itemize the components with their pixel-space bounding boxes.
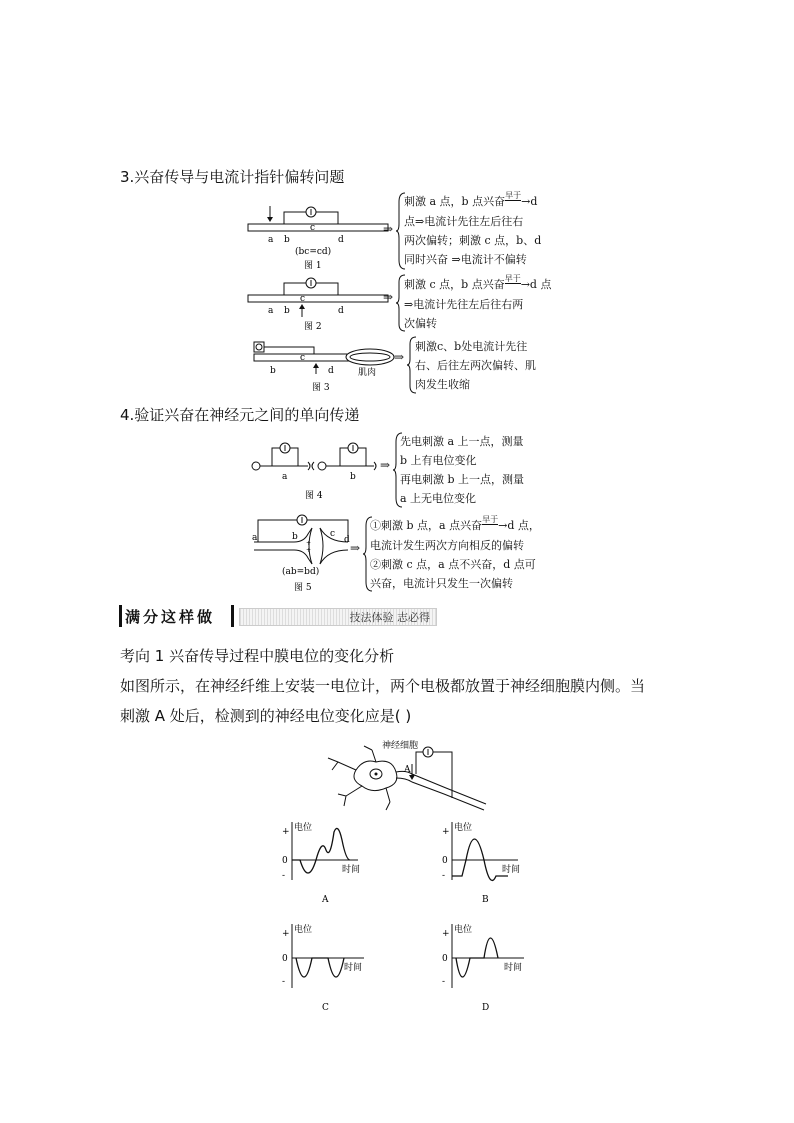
graph-a-letter: A [322,895,329,905]
fig4-arrow: ⇒ [380,458,391,472]
fig2-label-d: d [338,306,344,316]
section4-heading: 4.验证兴奋在神经元之间的单向传递 [120,406,360,424]
fig1-caption: 图 1 [304,261,322,271]
graph-d-ylabel: 电位 [454,925,473,935]
graph-d-zero: 0 [442,954,448,964]
fig5-label-c: c [330,529,336,539]
graph-c-plus: + [282,929,290,939]
fig5-label-a: a [252,533,258,543]
fig3-label-b: b [270,366,276,376]
banner-title: 满分这样做 [125,608,216,626]
fig3-text: 刺激c、b处电流计先往 右、后往左两次偏转、肌 肉发生收缩 [415,340,536,391]
fig1-label-b: b [284,235,290,245]
fig1-label-d: d [338,235,344,245]
fig1-arrow: ⇒ [383,222,394,236]
fig3-muscle-label: 肌肉 [358,368,377,378]
figure-3 [248,338,408,394]
banner-subtitle: 技法体验 志必得 [349,611,430,624]
fig2-arrow: ⇒ [383,290,394,304]
neuron-figure [316,738,494,814]
graph-c-xlabel: 时间 [344,963,363,973]
figure-4 [248,438,391,504]
fig4-text: 先电刺激 a 上一点，测量 b 上有电位变化 再电刺激 b 上一点，测量 a 上无电位变化 [400,435,525,505]
graph-a-minus: - [282,871,286,881]
svg-text:+: + [306,547,312,554]
fig3-label-d: d [328,366,334,376]
graph-c-ylabel: 电位 [294,925,313,935]
fig4-caption: 图 4 [305,491,323,501]
fig5-label-b: b [292,532,298,542]
section3-heading: 3.兴奋传导与电流计指针偏转问题 [120,168,345,186]
fig1-label-c: c [310,223,316,233]
fig3-caption: 图 3 [312,383,330,393]
figure-5 [248,512,356,596]
graph-d-letter: D [482,1003,490,1013]
question-line-2: 刺激 A 处后，检测到的神经电位变化应是( ) [120,707,412,725]
fig5-caption: 图 5 [294,583,312,593]
fig5-text: ①刺激 b 点，a 点兴奋$^{早于}$→d 点， 电流计发生两次方向相反的偏转 ②刺激 c 点，a 点不兴奋，d 点可 兴奋，电流计只发生一次偏转 [370,515,540,590]
fig4-label-b: b [350,472,356,482]
graph-c [278,918,368,1014]
fig1-note: (bc=cd) [295,247,332,257]
graph-b-zero: 0 [442,856,448,866]
graph-b-ylabel: 电位 [454,823,473,833]
question-direction: 考向 1 兴奋传导过程中膜电位的变化分析 [120,647,395,665]
graph-a-ylabel: 电位 [294,823,313,833]
graph-d [438,918,528,1014]
figure-2 [240,277,400,333]
graph-d-plus: + [442,929,450,939]
graph-b-plus: + [442,827,450,837]
fig2-label-a: a [268,306,274,316]
fig1-text: 刺激 a 点，b 点兴奋$^{早于}$→d 点⇒电流计先往左后往右 两次偏转；刺激 c 点，b、d 同时兴奋 ⇒电流计不偏转 [404,191,542,266]
fig4-label-a: a [282,472,288,482]
banner-bar [239,608,437,626]
graph-d-minus: - [442,977,446,987]
graph-b-letter: B [482,895,489,905]
graph-a-xlabel: 时间 [342,865,361,875]
graph-c-zero: 0 [282,954,288,964]
graph-a [278,818,362,906]
fig5-arrow: ⇒ [350,541,361,555]
fig2-caption: 图 2 [304,322,322,332]
section-banner [119,605,436,627]
graph-b-minus: - [442,871,446,881]
point-a-label: A [404,765,411,775]
graph-a-zero: 0 [282,856,288,866]
fig5-note: (ab=bd) [282,567,320,577]
fig2-label-c: c [300,294,306,304]
fig5-label-d: d [344,535,350,545]
question-line-1: 如图所示，在神经纤维上安装一电位计，两个电极都放置于神经细胞膜内侧。当 [120,677,646,695]
fig1-label-a: a [268,235,274,245]
fig3-arrow: ⇒ [394,350,405,364]
graph-b-xlabel: 时间 [502,865,521,875]
fig3-label-c: c [300,353,306,363]
fig2-text: 刺激 c 点，b 点兴奋$^{早于}$→d 点 ⇒电流计先往左后往右两 次偏转 [404,274,552,330]
graph-b [438,818,522,906]
svg-text:+: + [306,540,312,547]
graph-d-xlabel: 时间 [504,963,523,973]
graph-c-minus: - [282,977,286,987]
graph-a-plus: + [282,827,290,837]
neuron-label: 神经细胞 [382,741,419,751]
graph-c-letter: C [322,1003,329,1013]
fig2-label-b: b [284,306,290,316]
figure-1 [240,200,400,272]
